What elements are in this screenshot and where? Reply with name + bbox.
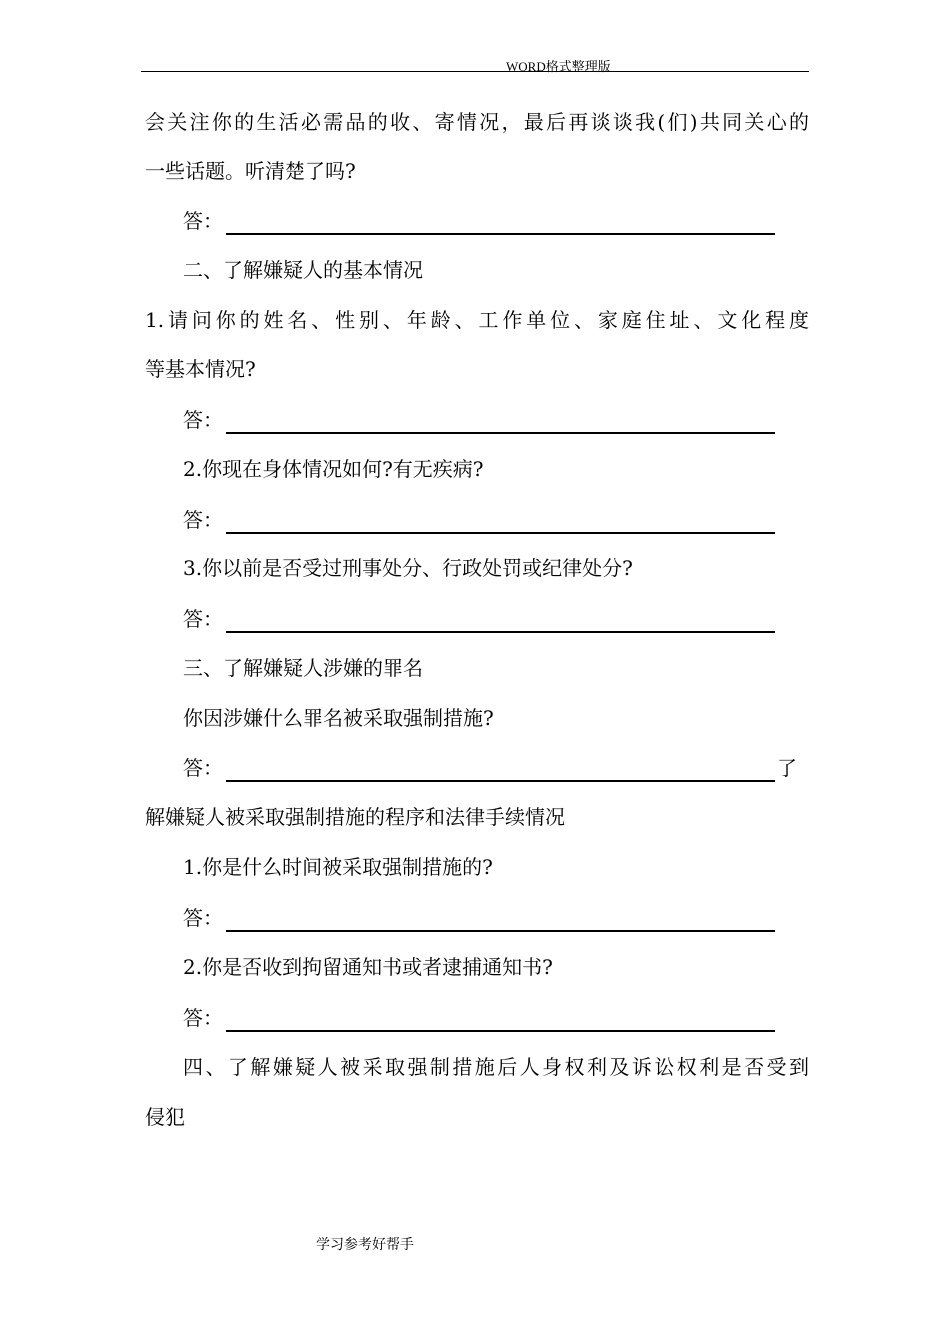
answer-line[interactable] [226,780,775,782]
answer-line[interactable] [226,532,775,534]
subsection-title: 解嫌疑人被采取强制措施的程序和法律手续情况 [145,805,565,829]
answer-label: 答： [183,209,223,233]
answer-label: 答： [183,1006,223,1030]
intro-paragraph-line-1: 会关注你的生活必需品的收、寄情况，最后再谈谈我(们)共同关心的 [145,110,809,134]
page-header-text: WORD格式整理版 [506,59,611,74]
answer-label: 答： [183,906,223,930]
question-2: 2.你现在身体情况如何?有无疾病? [183,457,484,481]
answer-line[interactable] [226,1030,775,1032]
question-1-line-2: 等基本情况? [145,357,256,381]
section-4-title-line-1: 四、了解嫌疑人被采取强制措施后人身权利及诉讼权利是否受到 [183,1055,809,1079]
page-footer-text: 学习参考好帮手 [316,1237,414,1253]
header-rule [141,71,809,72]
question-1-line-1: 1.请问你的姓名、性别、年龄、工作单位、家庭住址、文化程度 [145,308,809,332]
answer-label: 答： [183,756,223,780]
answer-line[interactable] [226,930,775,932]
question-4: 1.你是什么时间被采取强制措施的? [183,855,493,879]
answer-line[interactable] [226,631,775,633]
intro-paragraph-line-2: 一些话题。听清楚了吗? [145,159,356,183]
section-2-title: 二、了解嫌疑人的基本情况 [183,258,423,282]
question-5: 2.你是否收到拘留通知书或者逮捕通知书? [183,955,553,979]
answer-label: 答： [183,408,223,432]
section-3-title: 三、了解嫌疑人涉嫌的罪名 [183,656,423,680]
question-3: 3.你以前是否受过刑事处分、行政处罚或纪律处分? [183,556,633,580]
question-crime: 你因涉嫌什么罪名被采取强制措施? [183,706,494,730]
answer-label: 答： [183,508,223,532]
answer-line[interactable] [226,432,775,434]
answer-line[interactable] [226,233,775,235]
section-4-title-line-2: 侵犯 [145,1105,185,1129]
answer-label: 答： [183,607,223,631]
answer-trailing-text: 了 [777,756,797,780]
